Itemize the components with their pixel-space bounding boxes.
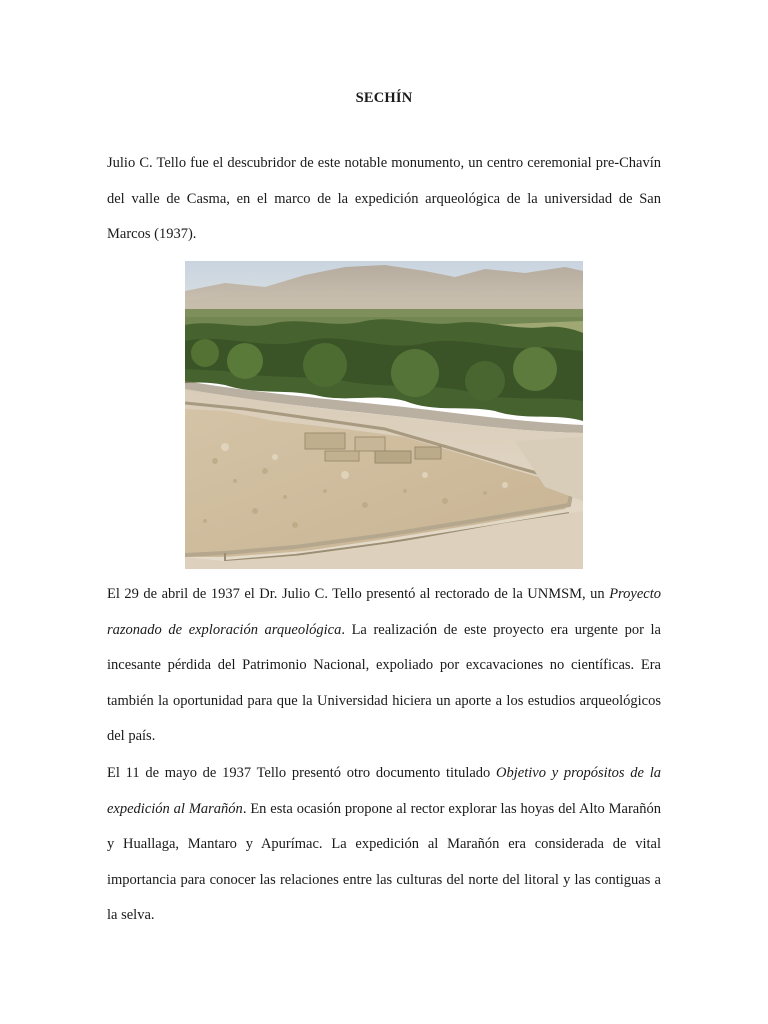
archaeological-site-photo — [185, 261, 583, 569]
paragraph-project-italic-title: Proyecto razonado de exploración arqueológica — [107, 586, 661, 638]
paragraph-expedition — [107, 756, 661, 934]
paragraph-intro: Julio C. Tello fue el descubridor de este notable monumento, un centro ceremonial pre-Chavín del valle de Casma, en el marco de la expedición arqueológica de la universidad de San Marcos (1937). — [107, 155, 661, 242]
paragraph-expedition-text-2: . En esta ocasión propone al rector explorar las hoyas del Alto Marañón y Huallaga, Mantaro y Apurímac. La expedición al Marañón era considerada de vital importancia para conocer las relaciones entre las culturas del norte del litoral y las contiguas a la selva. — [107, 800, 661, 923]
paragraph-project — [107, 577, 661, 755]
paragraph-project-text-1: El 29 de abril de 1937 el Dr. Julio C. Tello presentó al rectorado de la UNMSM, un — [107, 586, 610, 602]
paragraph-expedition-text-1: El 11 de mayo de 1937 Tello presentó otro documento titulado — [107, 765, 497, 781]
paragraph-project-text-2: . La realización de este proyecto era urgente por la incesante pérdida del Patrimonio Nacional, expoliado por excavaciones no científicas. Era también la oportunidad para que la Universidad hiciera un aporte a los estudios arqueológicos del país. — [107, 621, 661, 744]
page-title: SECHÍN — [355, 90, 413, 106]
paragraph-expedition-italic-title: Objetivo y propósitos de la expedición al Marañón — [107, 765, 662, 817]
